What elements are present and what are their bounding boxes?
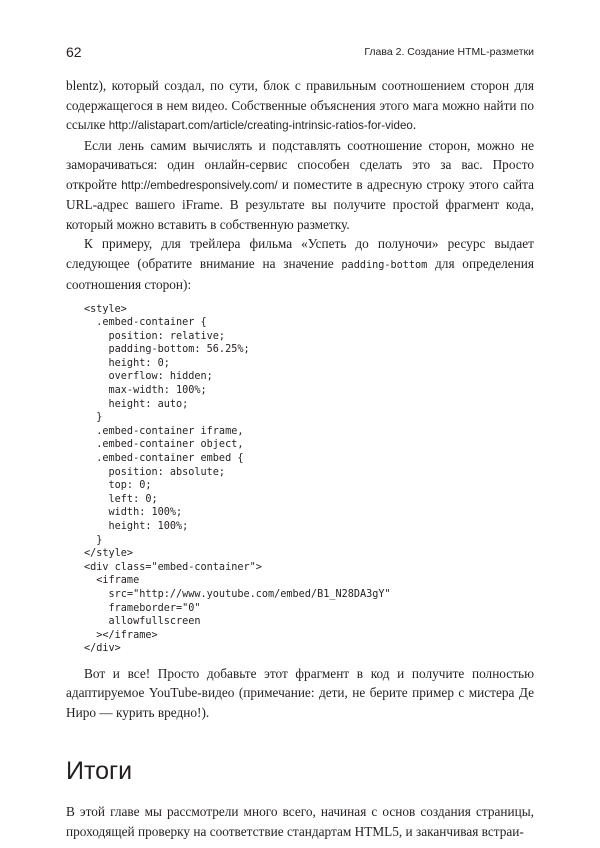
paragraph-1-text: blentz), который создал, по сути, блок с правильным соотношением сторон для содержащегося в нем видео. Собственные объяснения этого мага можно найти по ссылке: [66, 78, 534, 132]
paragraph-2-text: Если лень самим вычислять и подставлять соотношение сторон, можно не заморачиваться: один онлайн-сервис способен сделать это за вас. Просто откройте: [66, 137, 534, 192]
paragraph-3-end: для определения соотношения сторон):: [66, 255, 534, 292]
running-head: Глава 2. Создание HTML-разметки: [364, 46, 534, 58]
page-header: [66, 44, 534, 64]
paragraph-3-text: К примеру, для трейлера фильма «Успеть до полуночи» ресурс выдает следующее (обратите внимание на значение: [66, 236, 534, 271]
code-block: <style> .embed-container { position: relative; padding-bottom: 56.25%; height: 0; overflow: hidden; max-width: 100%; height: auto; } .embed-container iframe, .embed-container object, .embed-container embed { position: absolute; top: 0; left: 0; width: 100%; height: 100%; } </style> <div class="embed-container"> <iframe src="http://www.youtube.com/embed/B1_N28DA3gY" frameborder="0" allowfullscreen ></iframe> </div>: [84, 303, 391, 655]
paragraph-4: Вот и все! Просто добавьте этот фрагмент в код и получите полностью адаптируемое YouTube-видео (примечание: дети, не берите пример с мистера Де Ниро — курить вредно!).: [66, 665, 534, 720]
embedresponsively-link[interactable]: http://embedresponsively.com/: [121, 178, 278, 192]
page-number: 62: [66, 44, 82, 60]
paragraph-2-end: и поместите в адресную строку этого сайта URL-адрес вашего iFrame. В результате вы получите простой фрагмент кода, который можно вставить в собственную разметку.: [66, 176, 534, 232]
page-body: [66, 76, 534, 841]
paragraph-2: [66, 136, 534, 235]
paragraph-5: В этой главе мы рассмотрели много всего, начиная с основ создания страницы, проходящей проверку на соответствие стандартам HTML5, и заканчивая встраи-: [66, 804, 534, 839]
inline-code-padding-bottom: padding-bottom: [341, 259, 428, 271]
section-title: Итоги: [66, 757, 133, 786]
alistapart-link[interactable]: http://alistapart.com/article/creating-intrinsic-ratios-for-video: [108, 119, 413, 132]
paragraph-3: [66, 234, 534, 295]
paragraph-1-end: .: [412, 117, 417, 132]
paragraph-1: [66, 76, 534, 136]
